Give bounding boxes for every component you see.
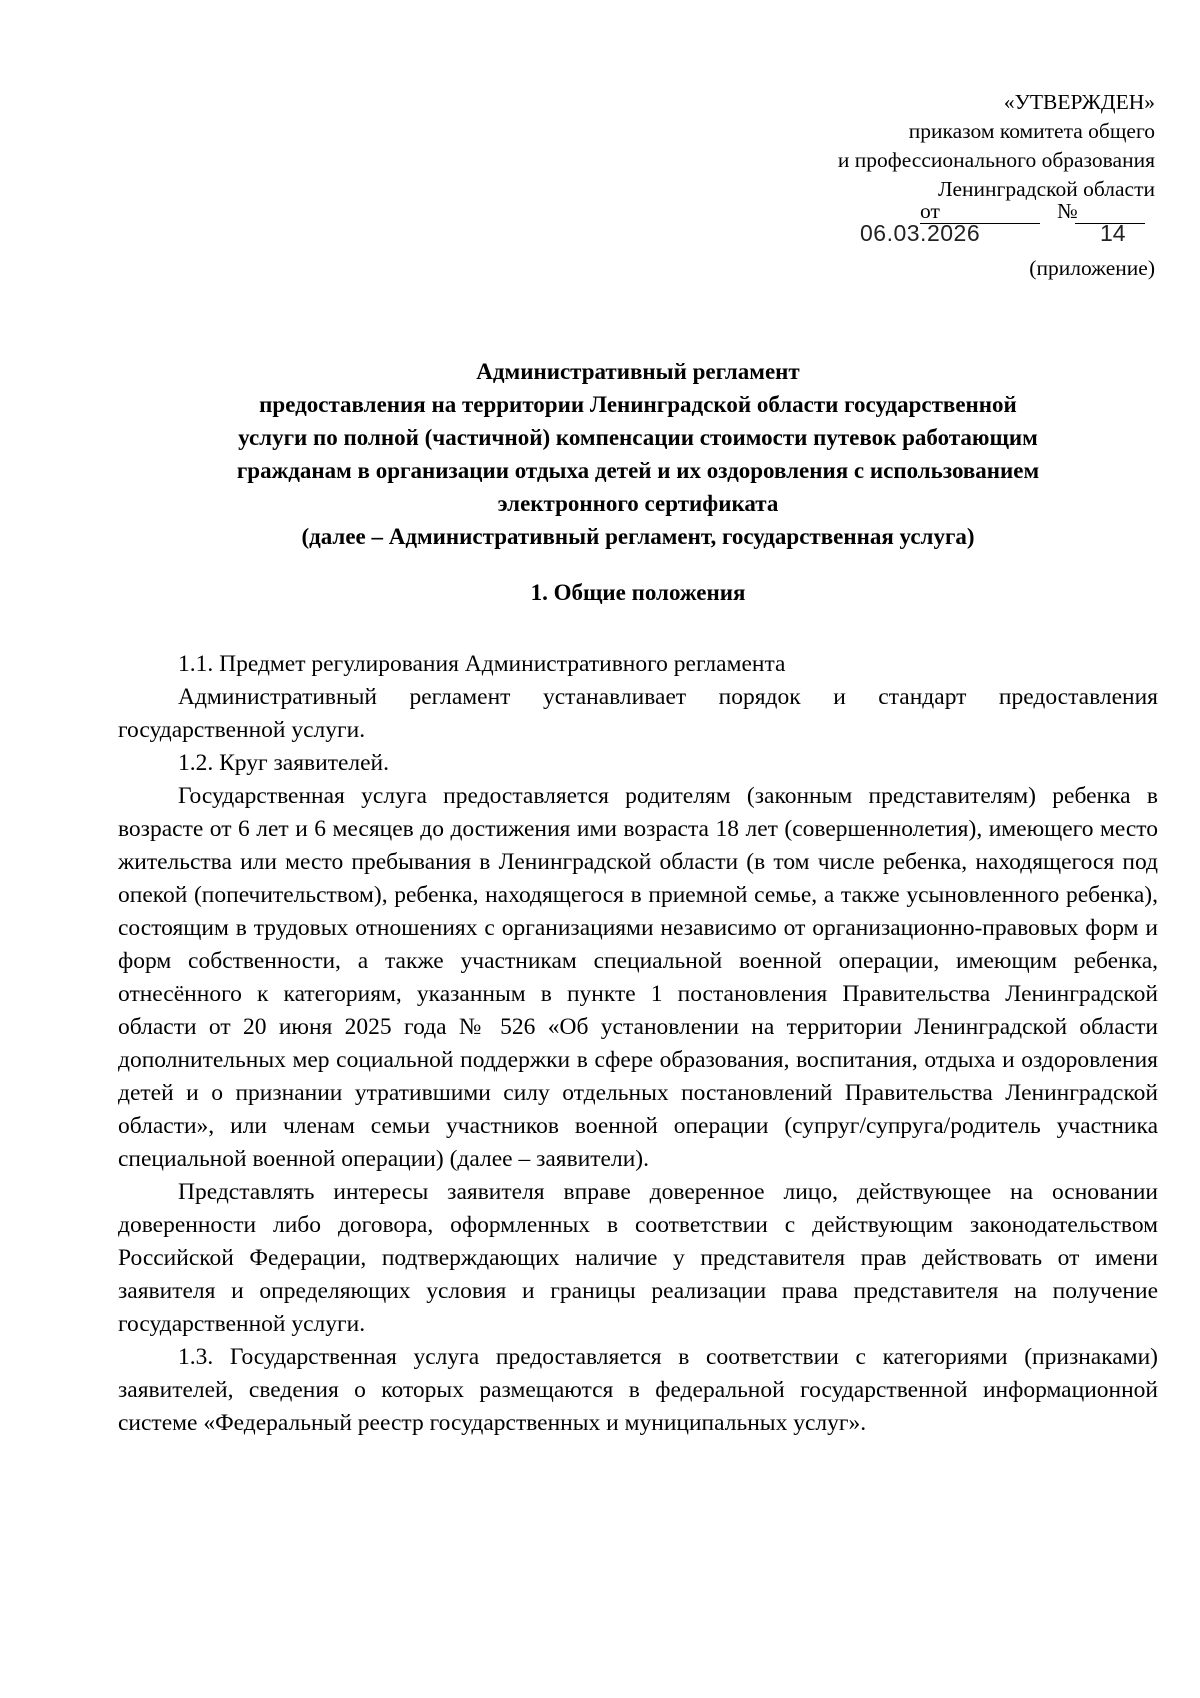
order-number: 14 bbox=[1100, 220, 1126, 246]
paragraph: Административный регламент устанавливает порядок и стандарт предоставления государственной услуги. bbox=[118, 684, 1158, 743]
title-line: Административный регламент bbox=[476, 359, 800, 384]
approval-line: приказом комитета общего bbox=[908, 119, 1155, 143]
document-title bbox=[118, 355, 1158, 553]
paragraph: Государственная услуга предоставляется родителям (законным представителям) ребенка в возрасте от 6 лет и 6 месяцев до достижения ими возраста 18 лет (совершеннолетия), имеющего место жительства или место пребывания в Ленинградской области (в том числе ребенка, находящегося под опекой (попечительством), ребенка, находящегося в приемной семье, а также усыновленного ребенка), состоящим в трудовых отношениях с организациями независимо от организационно-правовых форм и форм собственности, а также участникам специальной военной операции, имеющим ребенка, отнесённого к категориям, указанным в пункте 1 постановления Правительства Ленинградской области от 20 июня 2025 года № 526 «Об установлении на территории Ленинградской области дополнительных мер социальной поддержки в сфере образования, воспитания, отдыха и оздоровления детей и о признании утратившими силу отдельных постановлений Правительства Ленинградской области», или членам семьи участников военной операции (супруг/супруга/родитель участника специальной военной операции) (далее – заявители). bbox=[118, 783, 1158, 1172]
title-line: (далее – Административный регламент, государственная услуга) bbox=[301, 524, 975, 549]
paragraph: Представлять интересы заявителя вправе доверенное лицо, действующее на основании доверенности либо договора, оформленных в соответствии с действующим законодательством Российской Федерации, подтверждающих наличие у представителя прав действовать от имени заявителя и определяющих условия и границы реализации права представителя на получение государственной услуги. bbox=[118, 1179, 1158, 1337]
approval-line: и профессионального образования bbox=[837, 148, 1155, 172]
title-line: электронного сертификата bbox=[497, 491, 779, 516]
document-body bbox=[118, 648, 1158, 1440]
paragraph: 1.3. Государственная услуга предоставляется в соответствии с категориями (признаками) заявителей, сведения о которых размещаются в федеральной государственной информационной системе «Федеральный реестр государственных и муниципальных услуг». bbox=[118, 1344, 1158, 1436]
title-line: гражданам в организации отдыха детей и их оздоровления с использованием bbox=[236, 458, 1040, 483]
approval-stamp-title: «УТВЕРЖДЕН» bbox=[1003, 90, 1155, 114]
order-date: 06.03.2026 bbox=[860, 220, 981, 246]
date-label: от bbox=[920, 199, 940, 223]
paragraph: 1.1. Предмет регулирования Административного регламента bbox=[178, 651, 786, 677]
title-line: услуги по полной (частичной) компенсации стоимости путевок работающим bbox=[238, 425, 1038, 450]
approval-line: Ленинградской области bbox=[938, 177, 1155, 201]
appendix-label: (приложение) bbox=[1029, 256, 1155, 280]
section-heading: 1. Общие положения bbox=[530, 580, 746, 605]
number-label: № bbox=[1057, 199, 1078, 223]
title-line: предоставления на территории Ленинградской области государственной bbox=[259, 392, 1017, 417]
approval-block bbox=[735, 88, 1155, 204]
paragraph: 1.2. Круг заявителей. bbox=[178, 750, 390, 776]
